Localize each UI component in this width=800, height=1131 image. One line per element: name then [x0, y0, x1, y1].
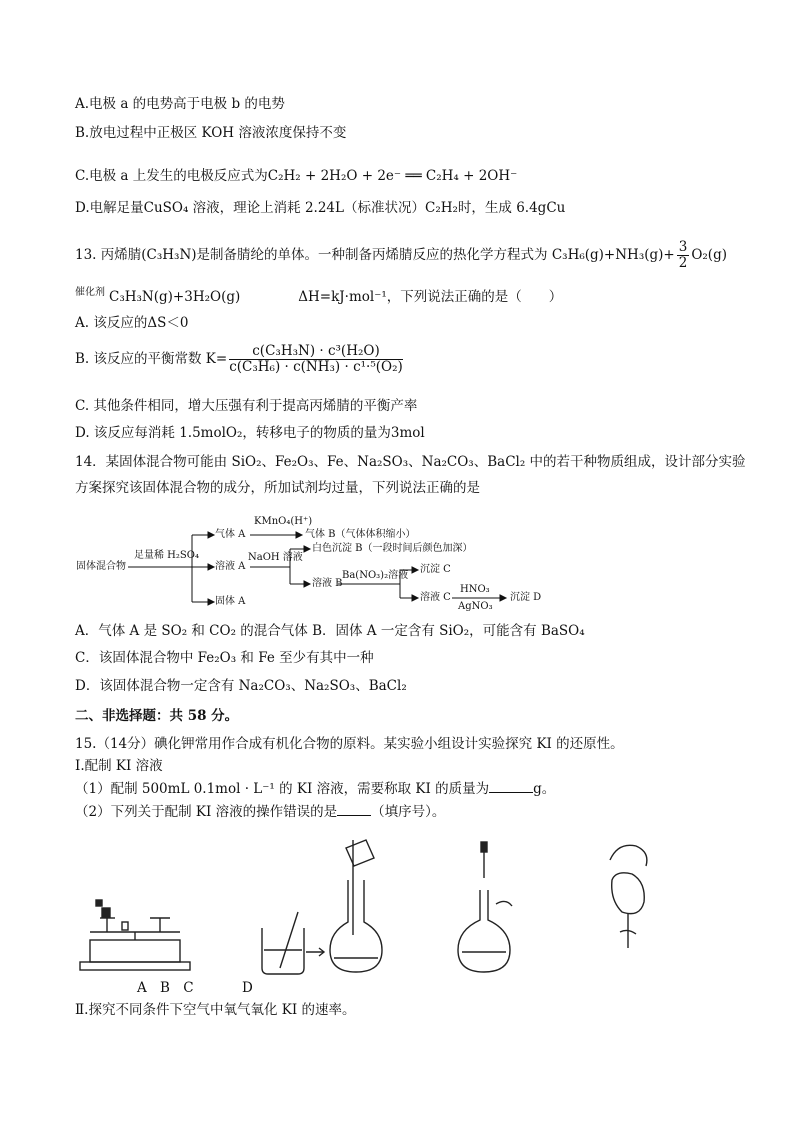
- flow-ppt-c: 沉淀 C: [420, 564, 451, 575]
- flow-bano3: Ba(NO₃)₂溶液: [342, 570, 409, 581]
- flow-reagent1: 足量稀 H₂SO₄: [134, 550, 199, 561]
- q13-option-a: A. 该反应的ΔS＜0: [75, 315, 189, 331]
- q12-option-c: C.电极 a 上发生的电极反应式为C₂H₂ + 2H₂O + 2e⁻ ══ C₂H₄ + 2OH⁻: [75, 168, 518, 184]
- flow-sol-c: 溶液 C: [420, 592, 451, 603]
- flow-naoh: NaOH 溶液: [248, 552, 303, 563]
- q15-option-labels: [137, 978, 257, 998]
- q13-stem1-text: 13. 丙烯腈(C₃H₃N)是制备腈纶的单体。一种制备丙烯腈反应的热化学方程式为 C₃H₆(g)+NH₃(g)+: [75, 247, 675, 263]
- q13-option-c: C. 其他条件相同，增大压强有利于提高丙烯腈的平衡产率: [75, 398, 418, 414]
- flow-solid-a: 固体 A: [215, 596, 246, 607]
- q15-sub1-unit: g。: [533, 781, 556, 797]
- q12-option-b: B.放电过程中正极区 KOH 溶液浓度保持不变: [75, 125, 347, 141]
- flow-agno3: AgNO₃: [458, 601, 493, 612]
- q13-option-d: D. 该反应每消耗 1.5molO₂，转移电子的物质的量为3mol: [75, 425, 425, 441]
- label-c: C: [183, 980, 194, 996]
- q14-option-d: D．该固体混合物一定含有 Na₂CO₃、Na₂SO₃、BaCl₂: [75, 678, 407, 694]
- q13-delta-h: ΔH=kJ·mol⁻¹，下列说法正确的是（ ）: [298, 289, 563, 305]
- balance-icon: [80, 900, 190, 970]
- label-d: D: [242, 980, 253, 996]
- flow-ppt-d: 沉淀 D: [510, 592, 542, 603]
- dropper-flask-icon: [458, 842, 512, 972]
- beaker-icon: [262, 912, 304, 974]
- q14-option-c: C．该固体混合物中 Fe₂O₃ 和 Fe 至少有其中一种: [75, 650, 374, 666]
- flow-gas-b: 气体 B（气体体积缩小）: [305, 529, 416, 540]
- section-heading: 二、非选择题：共 58 分。: [75, 708, 239, 724]
- q14-stem-line2: 方案探究该固体混合物的成分，所加试剂均过量，下列说法正确的是: [75, 480, 480, 496]
- q12-option-d: D.电解足量CuSO₄ 溶液，理论上消耗 2.24L（标准状况）C₂H₂时，生成 6.4gCu: [75, 200, 566, 216]
- q15-sub2-text: （2）下列关于配制 KI 溶液的操作错误的是: [75, 804, 338, 820]
- flow-gas-a: 气体 A: [215, 529, 246, 540]
- q14-option-ab: A．气体 A 是 SO₂ 和 CO₂ 的混合气体 B．固体 A 一定含有 SiO₂，可能含有 BaSO₄: [75, 623, 585, 639]
- q13-k-num: c(C₃H₃N) · c³(H₂O): [229, 344, 403, 360]
- q13-catalyst-label: 催化剂: [75, 287, 105, 298]
- flow-hno3: HNO₃: [460, 584, 490, 595]
- label-a: A: [137, 980, 147, 996]
- q15-sub2-tail: （填序号）。: [371, 804, 446, 820]
- q15-sub1-text: （1）配制 500mL 0.1mol · L⁻¹ 的 KI 溶液，需要称取 KI 的质量为: [75, 781, 490, 797]
- q15-part2: Ⅱ.探究不同条件下空气中氧气氧化 KI 的速率。: [75, 1002, 356, 1018]
- q15-stem: 15.（14分）碘化钾常用作合成有机化合物的原料。某实验小组设计实验探究 KI 的还原性。: [75, 736, 624, 752]
- q13-option-b-lead: B. 该反应的平衡常数 K=: [75, 351, 228, 367]
- hand-flask-icon: [610, 845, 647, 948]
- q15-part1: Ⅰ.配制 KI 溶液: [75, 758, 163, 774]
- q14-stem-line1: 14．某固体混合物可能由 SiO₂、Fe₂O₃、Fe、Na₂SO₃、Na₂CO₃、BaCl₂ 中的若干种物质组成，设计部分实验: [75, 454, 746, 470]
- flow-sol-a: 溶液 A: [215, 561, 246, 572]
- q13-frac-num: 3: [678, 239, 688, 255]
- flow-start: 固体混合物: [76, 561, 126, 572]
- flow-kmno4: KMnO₄(H⁺): [254, 516, 313, 527]
- q13-stem1-tail: O₂(g): [691, 247, 727, 263]
- q13-frac-den: 2: [678, 255, 688, 271]
- label-b: B: [160, 980, 170, 996]
- right-arrow-icon: [306, 948, 324, 956]
- q13-k-den: c(C₃H₆) · c(NH₃) · c¹·⁵(O₂): [229, 359, 403, 375]
- flow-sol-b: 溶液 B: [312, 578, 343, 589]
- q12-option-a: A.电极 a 的电势高于电极 b 的电势: [75, 96, 285, 112]
- volumetric-flask-icon: [330, 840, 382, 972]
- flow-ppt-b: 白色沉淀 B（一段时间后颜色加深）: [312, 543, 473, 554]
- q13-product: C₃H₃N(g)+3H₂O(g): [109, 289, 241, 305]
